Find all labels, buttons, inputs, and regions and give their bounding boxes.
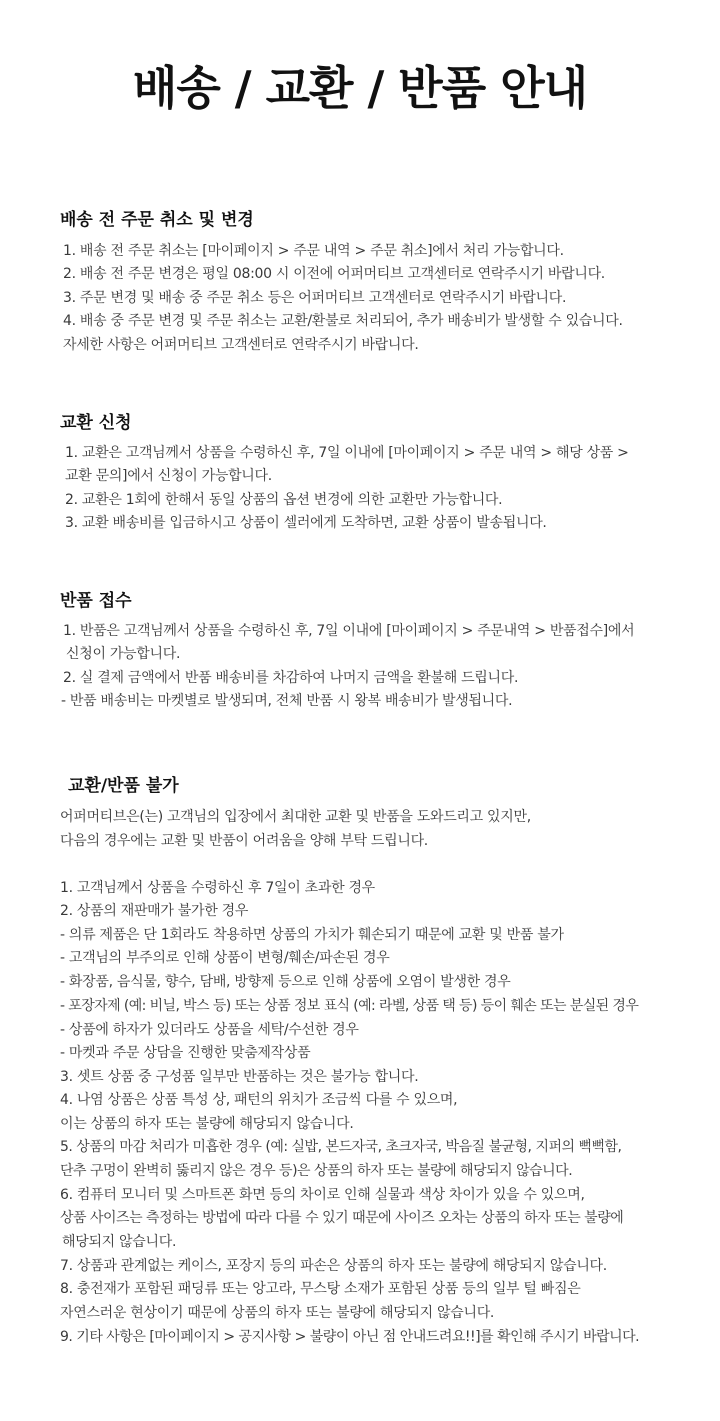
- text-line: 2. 교환은 1회에 한해서 동일 상품의 옵션 변경에 의한 교환만 가능합니다.: [65, 492, 503, 508]
- text-line: 7. 상품과 관계없는 케이스, 포장지 등의 파손은 상품의 하자 또는 불량에 해당되지 않습니다.: [60, 1258, 607, 1274]
- text-line: 1. 고객님께서 상품을 수령하신 후 7일이 초과한 경우: [60, 880, 375, 896]
- section-heading: 교환 신청: [60, 413, 132, 433]
- text-line: - 반품 배송비는 마켓별로 발생되며, 전체 반품 시 왕복 배송비가 발생됩니다.: [61, 693, 513, 709]
- text-line: 상품 사이즈는 측정하는 방법에 따라 다를 수 있기 때문에 사이즈 오차는 상품의 하자 또는 불량에: [60, 1210, 624, 1226]
- section-heading: 반품 접수: [60, 591, 132, 611]
- text-line: 자세한 사항은 어퍼머티브 고객센터로 연락주시기 바랍니다.: [63, 337, 419, 353]
- text-line: - 마켓과 주문 상담을 진행한 맞춤제작상품: [60, 1045, 311, 1061]
- section-heading: 배송 전 주문 취소 및 변경: [60, 210, 254, 230]
- text-line: 다음의 경우에는 교환 및 반품이 어려움을 양해 부탁 드립니다.: [60, 833, 428, 849]
- section-heading: 교환/반품 불가: [68, 776, 179, 796]
- text-line: 4. 배송 중 주문 변경 및 주문 취소는 교환/환불로 처리되어, 추가 배송비가 발생할 수 있습니다.: [63, 313, 623, 329]
- text-line: 해당되지 않습니다.: [62, 1234, 177, 1250]
- text-line: 자연스러운 현상이기 때문에 상품의 하자 또는 불량에 해당되지 않습니다.: [60, 1305, 495, 1321]
- text-line: 1. 교환은 고객님께서 상품을 수령하신 후, 7일 이내에 [마이페이지 > 주문 내역 > 해당 상품 >: [65, 445, 629, 461]
- text-line: 단추 구멍이 완벽히 뚫리지 않은 경우 등)은 상품의 하자 또는 불량에 해당되지 않습니다.: [60, 1163, 573, 1179]
- text-line: - 고객님의 부주의로 인해 상품이 변형/훼손/파손된 경우: [60, 950, 390, 966]
- text-line: 2. 상품의 재판매가 불가한 경우: [60, 903, 249, 919]
- text-line: 신청이 가능합니다.: [66, 646, 181, 662]
- text-line: 교환 문의]에서 신청이 가능합니다.: [65, 468, 272, 484]
- text-line: 3. 교환 배송비를 입금하시고 상품이 셀러에게 도착하면, 교환 상품이 발송됩니다.: [65, 515, 547, 531]
- text-line: 4. 나염 상품은 상품 특성 상, 패턴의 위치가 조금씩 다를 수 있으며,: [60, 1092, 458, 1108]
- text-line: 6. 컴퓨터 모니터 및 스마트폰 화면 등의 차이로 인해 실물과 색상 차이가 있을 수 있으며,: [60, 1187, 585, 1203]
- text-line: 8. 충전재가 포함된 패딩류 또는 앙고라, 무스탕 소재가 포함된 상품 등의 일부 털 빠짐은: [60, 1281, 581, 1297]
- text-line: - 의류 제품은 단 1회라도 착용하면 상품의 가치가 훼손되기 때문에 교환 및 반품 불가: [60, 927, 564, 943]
- text-line: 1. 배송 전 주문 취소는 [마이페이지 > 주문 내역 > 주문 취소]에서 처리 가능합니다.: [63, 243, 564, 259]
- page-title: 배송 / 교환 / 반품 안내: [132, 61, 588, 115]
- text-line: 2. 배송 전 주문 변경은 평일 08:00 시 이전에 어퍼머티브 고객센터로 연락주시기 바랍니다.: [63, 266, 605, 282]
- text-line: 1. 반품은 고객님께서 상품을 수령하신 후, 7일 이내에 [마이페이지 > 주문내역 > 반품접수]에서: [63, 623, 635, 639]
- text-line: 9. 기타 사항은 [마이페이지 > 공지사항 > 불량이 아닌 점 안내드려요!!]를 확인해 주시기 바랍니다.: [60, 1329, 640, 1345]
- text-line: - 상품에 하자가 있더라도 상품을 세탁/수선한 경우: [60, 1022, 359, 1038]
- text-line: - 화장품, 음식물, 향수, 담배, 방향제 등으로 인해 상품에 오염이 발생한 경우: [60, 974, 511, 990]
- text-line: 이는 상품의 하자 또는 불량에 해당되지 않습니다.: [60, 1116, 354, 1132]
- text-line: 5. 상품의 마감 처리가 미흡한 경우 (예: 실밥, 본드자국, 초크자국, 박음질 불균형, 지퍼의 뻑뻑함,: [60, 1139, 622, 1155]
- text-line: 3. 주문 변경 및 배송 중 주문 취소 등은 어퍼머티브 고객센터로 연락주시기 바랍니다.: [63, 290, 567, 306]
- text-line: - 포장자제 (예: 비닐, 박스 등) 또는 상품 정보 표식 (예: 라벨, 상품 택 등) 등이 훼손 또는 분실된 경우: [60, 998, 639, 1014]
- text-line: 3. 셋트 상품 중 구성품 일부만 반품하는 것은 불가능 합니다.: [60, 1069, 419, 1085]
- text-line: 2. 실 결제 금액에서 반품 배송비를 차감하여 나머지 금액을 환불해 드립니다.: [63, 670, 519, 686]
- text-line: 어퍼머티브은(는) 고객님의 입장에서 최대한 교환 및 반품을 도와드리고 있지만,: [60, 809, 531, 825]
